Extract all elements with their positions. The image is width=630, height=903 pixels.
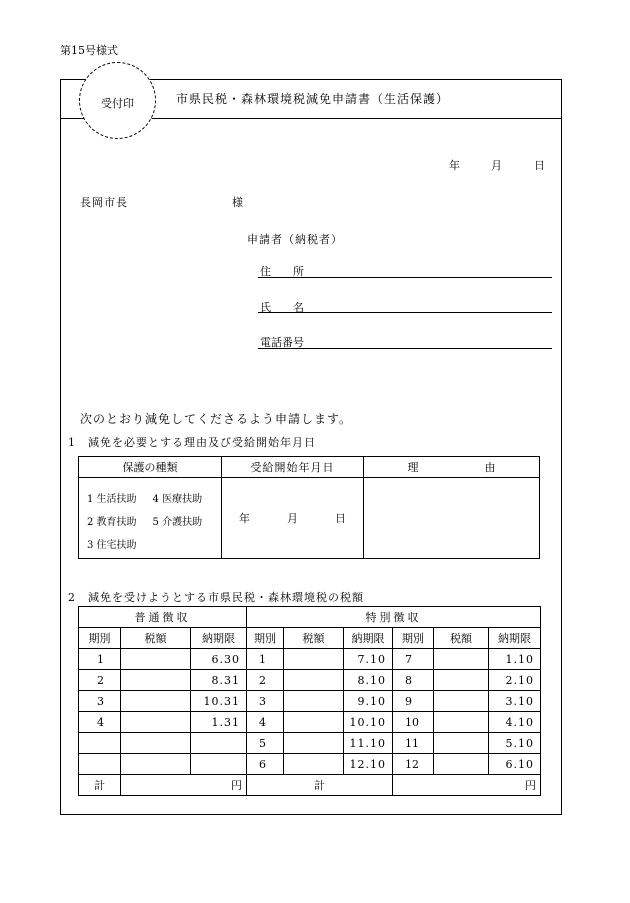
address-line xyxy=(258,277,552,278)
protection-type-row xyxy=(87,511,221,534)
table-cell: 3 住宅扶助 xyxy=(87,539,137,551)
table-cell xyxy=(191,733,247,754)
table-cell: 10.31 xyxy=(191,691,247,712)
table-cell xyxy=(121,754,191,775)
total-label-special: 計 xyxy=(247,775,393,796)
table-cell[interactable] xyxy=(284,733,344,754)
table-cell: 1 生活扶助 xyxy=(87,493,137,505)
table-cell[interactable] xyxy=(121,649,191,670)
applicant-heading: 申請者（納税者） xyxy=(247,233,343,246)
table-cell[interactable] xyxy=(434,691,489,712)
table-cell: 9.10 xyxy=(344,691,393,712)
col-header: 期別 xyxy=(79,628,121,649)
table-cell[interactable] xyxy=(434,712,489,733)
table-cell: 7 xyxy=(393,649,434,670)
section1-heading: 1 減免を必要とする理由及び受給開始年月日 xyxy=(68,436,316,449)
table-cell: 月 xyxy=(287,512,298,525)
table-cell: 11 xyxy=(393,733,434,754)
col-header: 期別 xyxy=(393,628,434,649)
col-header: 税額 xyxy=(434,628,489,649)
addressee-mayor: 長岡市長 xyxy=(80,196,128,209)
table-cell[interactable] xyxy=(284,670,344,691)
phone-label: 電話番号 xyxy=(260,336,304,349)
table-cell: 4.10 xyxy=(489,712,541,733)
table-row xyxy=(79,670,541,691)
total-ordinary-yen[interactable]: 円 xyxy=(121,775,247,796)
phone-line xyxy=(258,348,552,349)
protection-types-cell xyxy=(79,478,222,559)
table-cell: 3.10 xyxy=(489,691,541,712)
table-cell: 10.10 xyxy=(344,712,393,733)
table-cell: 年 xyxy=(239,512,250,525)
table-cell[interactable] xyxy=(121,670,191,691)
table-cell[interactable] xyxy=(121,712,191,733)
table-cell: 1 xyxy=(79,649,121,670)
form-title: 市県民税・森林環境税減免申請書（生活保護） xyxy=(176,92,450,106)
address-label: 住 所 xyxy=(260,265,304,278)
total-label-ordinary: 計 xyxy=(79,775,121,796)
table-cell xyxy=(79,733,121,754)
table-cell: 9 xyxy=(393,691,434,712)
table-cell: 5 介護扶助 xyxy=(152,516,203,528)
name-line xyxy=(258,312,552,313)
col-header: 期別 xyxy=(247,628,284,649)
table-cell: 12.10 xyxy=(344,754,393,775)
date-month: 月 xyxy=(491,159,502,172)
reason-table xyxy=(78,456,540,559)
table-cell: 12 xyxy=(393,754,434,775)
table-cell: 6 xyxy=(247,754,284,775)
table-cell: 5.10 xyxy=(489,733,541,754)
stamp-label: 受付印 xyxy=(101,97,134,110)
table-cell: 1.10 xyxy=(489,649,541,670)
section2-heading: 2 減免を受けようとする市県民税・森林環境税の税額 xyxy=(68,591,364,604)
group-special-collection: 特別徴収 xyxy=(247,607,541,628)
col-header: 税額 xyxy=(284,628,344,649)
name-label: 氏 名 xyxy=(260,301,304,314)
header-protection-type: 保護の種類 xyxy=(79,457,222,478)
table-cell: 1.31 xyxy=(191,712,247,733)
table-cell[interactable] xyxy=(434,733,489,754)
table-cell: 8.31 xyxy=(191,670,247,691)
table-cell[interactable] xyxy=(284,649,344,670)
table-cell: 4 xyxy=(79,712,121,733)
table-cell: 2 xyxy=(247,670,284,691)
date-day: 日 xyxy=(534,159,545,172)
table-cell[interactable] xyxy=(434,649,489,670)
table-cell xyxy=(121,733,191,754)
table-cell: 2 教育扶助 xyxy=(87,516,137,528)
date-year: 年 xyxy=(449,159,460,172)
table-cell xyxy=(79,754,121,775)
protection-type-row xyxy=(87,488,221,511)
table-cell: 11.10 xyxy=(344,733,393,754)
table-cell: 8 xyxy=(393,670,434,691)
table-cell: 4 xyxy=(247,712,284,733)
tax-amount-table xyxy=(78,606,541,796)
col-header: 納期限 xyxy=(191,628,247,649)
group-ordinary-collection: 普通徴収 xyxy=(79,607,247,628)
table-row xyxy=(79,754,541,775)
table-cell: 日 xyxy=(335,512,346,525)
header-start-date: 受給開始年月日 xyxy=(222,457,364,478)
table-cell: 1 xyxy=(247,649,284,670)
total-row xyxy=(79,775,541,796)
request-text: 次のとおり減免してくださるよう申請します。 xyxy=(80,412,353,426)
total-special-yen[interactable]: 円 xyxy=(393,775,541,796)
table-cell xyxy=(191,754,247,775)
table-row xyxy=(79,691,541,712)
table-cell[interactable] xyxy=(284,691,344,712)
table-cell[interactable] xyxy=(284,754,344,775)
table-cell: 3 xyxy=(247,691,284,712)
col-header: 納期限 xyxy=(489,628,541,649)
table-row xyxy=(79,712,541,733)
table-row xyxy=(79,649,541,670)
table-cell: 7.10 xyxy=(344,649,393,670)
reception-stamp-area xyxy=(79,62,156,139)
reason-cell[interactable] xyxy=(364,478,540,559)
col-header: 税額 xyxy=(121,628,191,649)
table-cell[interactable] xyxy=(434,754,489,775)
table-cell[interactable] xyxy=(121,691,191,712)
header-reason: 理 由 xyxy=(364,457,540,478)
protection-type-row xyxy=(87,534,221,557)
table-cell: 3 xyxy=(79,691,121,712)
addressee-sama: 様 xyxy=(232,196,243,209)
table-cell: 8.10 xyxy=(344,670,393,691)
table-cell: 6.10 xyxy=(489,754,541,775)
table-cell: 5 xyxy=(247,733,284,754)
table-cell: 2 xyxy=(79,670,121,691)
start-date-cell[interactable] xyxy=(222,478,364,559)
table-cell: 4 医療扶助 xyxy=(152,493,203,505)
form-number: 第15号様式 xyxy=(60,44,118,57)
table-cell: 10 xyxy=(393,712,434,733)
table-cell: 2.10 xyxy=(489,670,541,691)
table-cell: 6.30 xyxy=(191,649,247,670)
col-header: 納期限 xyxy=(344,628,393,649)
table-cell[interactable] xyxy=(284,712,344,733)
table-cell[interactable] xyxy=(434,670,489,691)
table-row xyxy=(79,733,541,754)
